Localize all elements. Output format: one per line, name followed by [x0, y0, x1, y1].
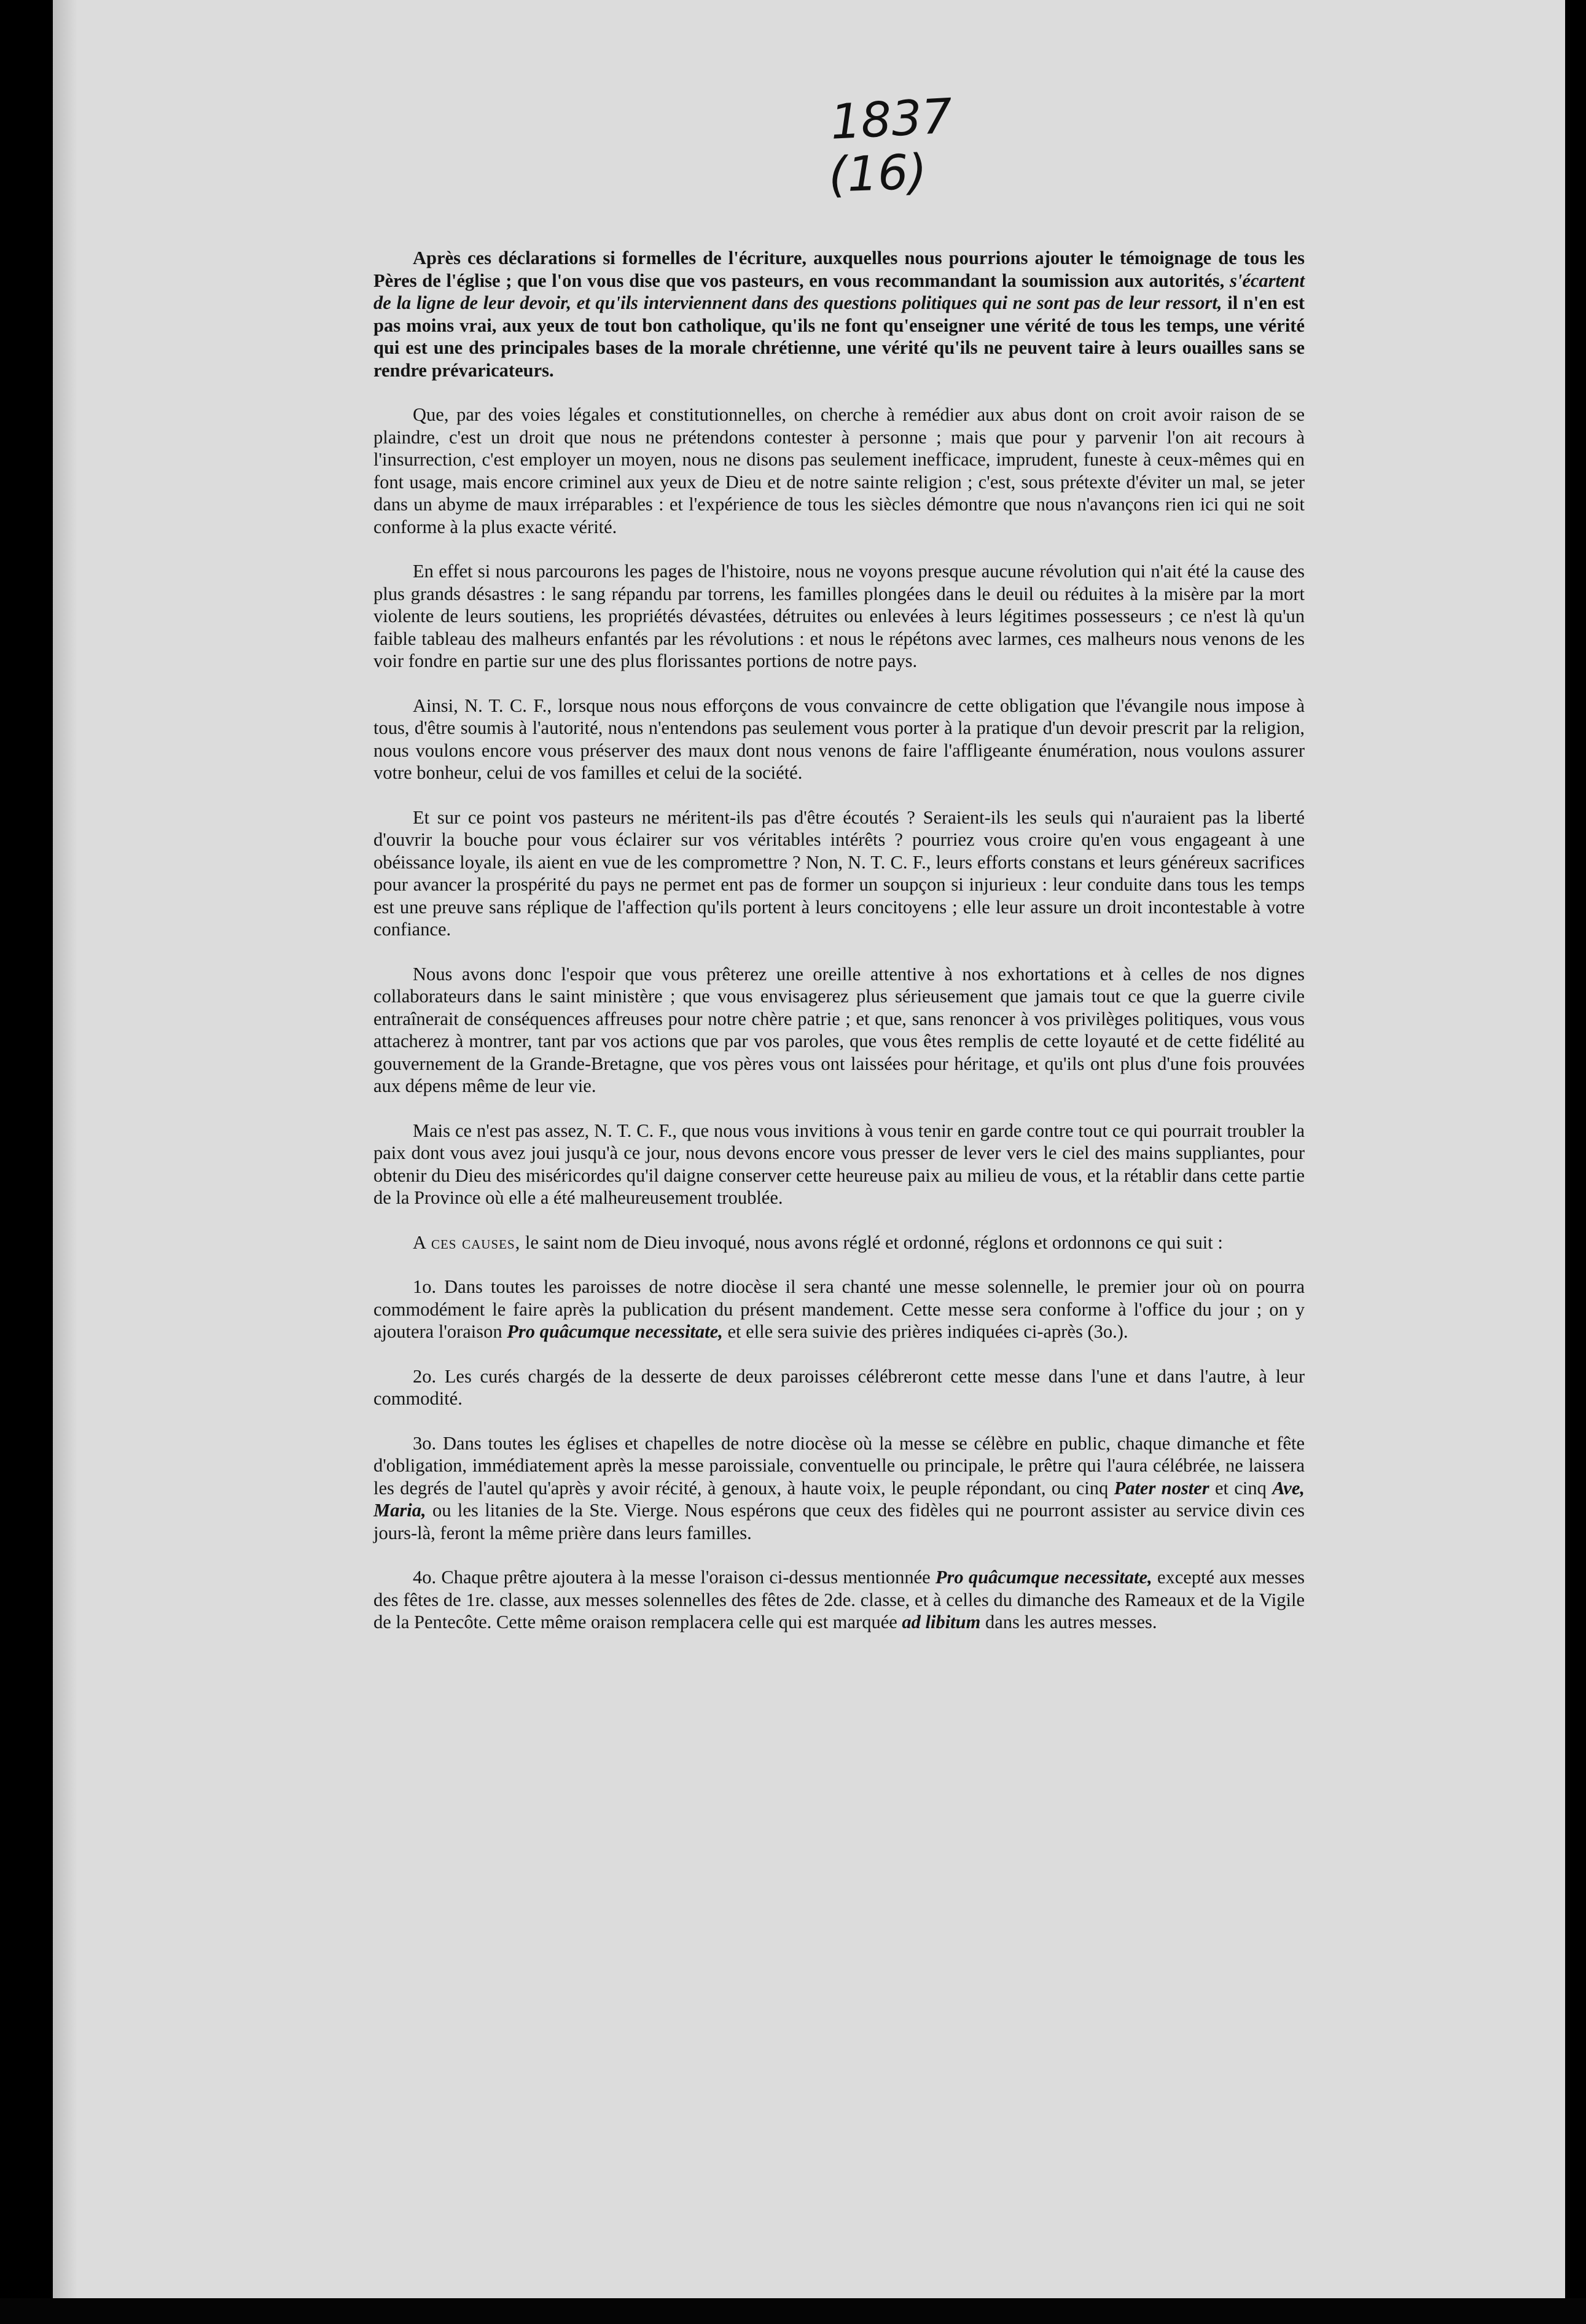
paragraph-5: Et sur ce point vos pasteurs ne méritent-ils pas d'être écoutés ? Seraient-ils les seuls qui n'auraient pas la liberté d'ouvrir la bouche pour vous éclairer sur vos véritables intérêts ? pourriez vous croire qu'en vous engageant à une obéissance loyale, ils aient en vue de les compromettre ? Non, N. T. C. F., leurs efforts constans et leurs généreux sacrifices pour avancer la prospérité du pays ne permet ent pas de former un soupçon si injurieux : leur conduite dans tous les temps est une preuve sans réplique de l'affection qu'ils portent à leurs concitoyens ; elle leur assure un droit incontestable à votre confiance.	[373, 806, 1305, 940]
paragraph-12	[373, 1566, 1305, 1634]
italic-run: Pro quâcumque necessitate,	[507, 1321, 723, 1342]
handwritten-page-number: (16)	[827, 144, 928, 203]
text-run: et elle sera suivie des prières indiquées ci-après (3o.).	[727, 1321, 1128, 1342]
paragraph-1	[373, 247, 1305, 381]
paragraph-4: Ainsi, N. T. C. F., lorsque nous nous efforçons de vous convaincre de cette obligation que l'évangile nous impose à tous, d'être soumis à l'autorité, nous n'entendons pas seulement vous porter à la pratique d'un devoir prescrit par la religion, nous voulons encore vous préserver des maux dont nous venons de faire l'affligeante énumération, nous voulons assurer votre bonheur, celui de vos familles et celui de la société.	[373, 695, 1305, 783]
paragraph-11	[373, 1432, 1305, 1545]
italic-run: Ave, Maria,	[373, 1477, 1305, 1521]
body-text	[373, 247, 1305, 1656]
text-run: Après ces déclarations si formelles de l'écriture, auxquelles nous pourrions ajouter le témoignage de tous les Pères de l'église ; que l'on vous dise que vos pasteurs, en vous recommandant la soumission aux autorités,	[373, 248, 1305, 291]
paragraph-9	[373, 1276, 1305, 1343]
text-run: 4o. Chaque prêtre ajoutera à la messe l'oraison ci-dessus mentionnée	[413, 1567, 931, 1588]
paragraph-3: En effet si nous parcourons les pages de l'histoire, nous ne voyons presque aucune révolution qui n'ait été la cause des plus grands désastres : le sang répandu par torrens, les familles plongées dans le deuil ou réduites à la misère par la mort violente de leurs soutiens, les propriétés dévastées, détruites ou enlevées à leurs légitimes possesseurs ; ce n'est là qu'un faible tableau des malheurs enfantés par les révolutions : et nous le répétons avec larmes, ces malheurs nous venons de les voir fondre en partie sur une des plus florissantes portions de notre pays.	[373, 561, 1305, 671]
text-run: il n'en est pas moins vrai, aux yeux de tout bon catholique, qu'ils ne font qu'enseigner une vérité de tous les temps, une vérité qui est une des principales bases de la morale chrétienne, une vérité qu'ils ne peuvent taire à leurs ouailles sans se rendre prévaricateurs.	[373, 292, 1305, 381]
text-run: le saint nom de Dieu invoqué, nous avons réglé et ordonné, réglons et ordonnons ce qui suit :	[525, 1231, 1223, 1253]
italic-run: Pro quâcumque necessitate,	[935, 1567, 1152, 1588]
paragraph-8	[373, 1231, 1305, 1254]
text-run: 3o. Dans toutes les églises et chapelles de notre diocèse où la messe se célèbre en public, chaque dimanche et fête d'obligation, immédiatement après la messe paroissiale, conventuelle ou principale, le prêtre qui l'aura célébrée, ne laissera les degrés de l'autel qu'après y avoir récité, à genoux, à haute voix, le peuple répondant, ou cinq	[373, 1432, 1305, 1499]
text-run: excepté aux messes des fêtes de 1re. classe, aux messes solennelles des fêtes de 2de. classe, et à celles du dimanche des Rameaux et de la Vigile de la Pentecôte. Cette même oraison remplacera celle qui est marquée	[373, 1567, 1305, 1632]
paragraph-2: Que, par des voies légales et constitutionnelles, on cherche à remédier aux abus dont on croit avoir raison de se plaindre, c'est un droit que nous ne prétendons contester à personne ; mais que pour y parvenir l'on ait recours à l'insurrection, c'est employer un moyen, nous ne disons pas seulement inefficace, imprudent, funeste à ceux-mêmes qui en font usage, mais encore criminel aux yeux de Dieu et de notre sainte religion ; c'est, sous prétexte d'éviter un mal, se jeter dans un abyme de maux irréparables : et l'expérience de tous les siècles démontre que nous n'avançons rien ici qui ne soit conforme à la plus exacte vérité.	[373, 404, 1305, 537]
scan-border-bottom	[0, 2298, 1586, 2324]
italic-run: s'écartent de la ligne de leur devoir, et qu'ils interviennent dans des questions politiques qui ne sont pas de leur ressort,	[373, 270, 1305, 313]
small-caps-run: A ces causes,	[413, 1231, 521, 1253]
text-run: ou les litanies de la Ste. Vierge. Nous espérons que ceux des fidèles qui ne pourront assister au service divin ces jours-là, feront la même prière dans leurs familles.	[373, 1500, 1305, 1543]
document-page	[53, 0, 1565, 2324]
text-run: 1o. Dans toutes les paroisses de notre diocèse il sera chanté une messe solennelle, le premier jour où on pourra commodément le faire après la publication du présent mandement. Cette messe sera conforme à l'office du jour ; on y ajoutera l'oraison	[373, 1276, 1305, 1342]
text-run: et cinq	[1215, 1477, 1267, 1499]
italic-run: ad libitum	[902, 1612, 981, 1632]
paragraph-10: 2o. Les curés chargés de la desserte de deux paroisses célébreront cette messe dans l'une et dans l'autre, à leur commodité.	[373, 1365, 1305, 1409]
text-run: dans les autres messes.	[985, 1612, 1157, 1632]
paragraph-7: Mais ce n'est pas assez, N. T. C. F., que nous vous invitions à vous tenir en garde contre tout ce qui pourrait troubler la paix dont vous avez joui jusqu'à ce jour, nous devons encore vous presser de lever vers le ciel des mains suppliantes, pour obtenir du Dieu des miséricordes qu'il daigne conserver cette heureuse paix au milieu de vous, et la rétablir dans cette partie de la Province où elle a été malheureusement troublée.	[373, 1120, 1305, 1208]
italic-run: Pater noster	[1114, 1477, 1209, 1499]
paragraph-6: Nous avons donc l'espoir que vous prêterez une oreille attentive à nos exhortations et à celles de nos dignes collaborateurs dans le saint ministère ; que vous envisagerez plus sérieusement que jamais tout ce que la guerre civile entraînerait de conséquences affreuses pour notre chère patrie ; et que, sans renoncer à vos privilèges politiques, vous vous attacherez à montrer, tant par vos actions que par vos paroles, que vous êtes remplis de cette loyauté et de cette fidélité au gouvernement de la Grande-Bretagne, que vos pères vous ont laissées pour héritage, et qu'ils ont plus d'une fois prouvées aux dépens même de leur vie.	[373, 963, 1305, 1096]
handwritten-year: 1837	[829, 88, 954, 150]
